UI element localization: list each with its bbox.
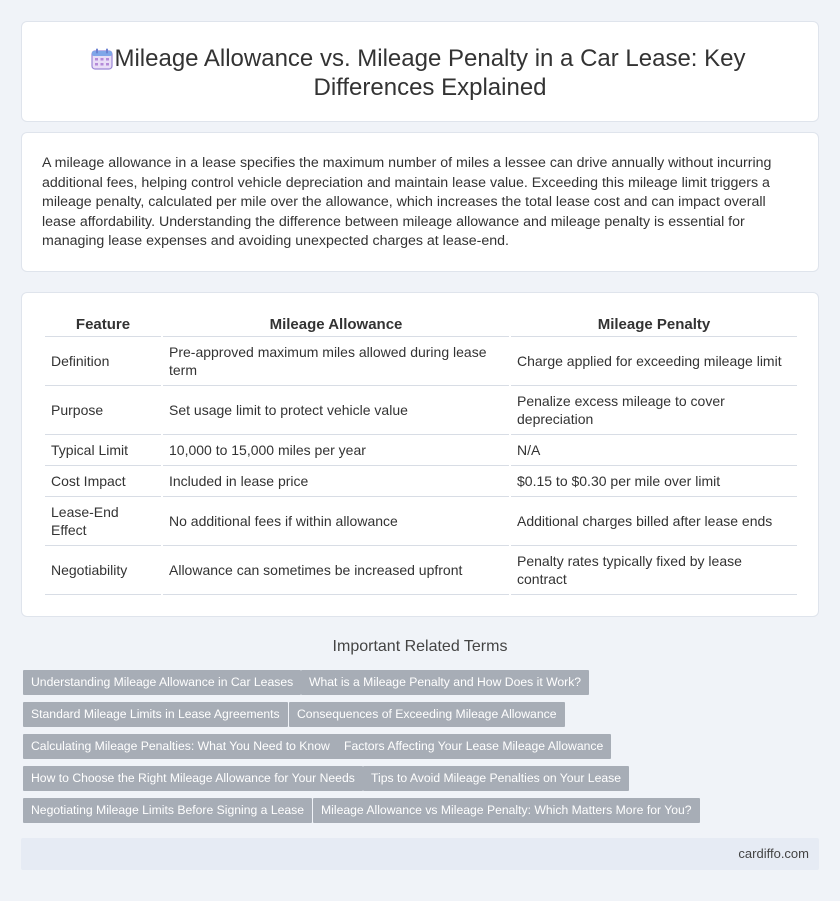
- table-cell: Definition: [45, 337, 161, 386]
- comparison-table-card: [21, 292, 819, 617]
- table-cell: Typical Limit: [45, 435, 161, 466]
- table-row: [45, 435, 797, 466]
- table-cell: No additional fees if within allowance: [163, 497, 509, 546]
- related-term-link[interactable]: Calculating Mileage Penalties: What You Need to Know: [23, 734, 338, 759]
- footer-site-name: cardiffo.com: [738, 846, 809, 861]
- table-cell: Pre-approved maximum miles allowed during lease term: [163, 337, 509, 386]
- related-term-link[interactable]: What is a Mileage Penalty and How Does it Work?: [301, 670, 589, 695]
- related-term-link[interactable]: Factors Affecting Your Lease Mileage Allowance: [336, 734, 611, 759]
- related-term-link[interactable]: Understanding Mileage Allowance in Car Leases: [23, 670, 301, 695]
- table-cell: Charge applied for exceeding mileage limit: [511, 337, 797, 386]
- header-mileage-penalty: Mileage Penalty: [511, 315, 797, 337]
- table-cell: Penalty rates typically fixed by lease contract: [511, 546, 797, 595]
- table-row: [45, 497, 797, 546]
- intro-paragraph: A mileage allowance in a lease specifies the maximum number of miles a lessee can drive annually without incurring additional fees, helping control vehicle depreciation and maintain lease value. Exceeding this mileage limit triggers a mileage penalty, calculated per mile over the allowance, which increases the total lease cost and can impact overall lease affordability. Understanding the difference between mileage allowance and mileage penalty is essential for managing lease expenses and avoiding unexpected charges at lease-end.: [42, 155, 772, 250]
- table-cell: N/A: [511, 435, 797, 466]
- related-term-link[interactable]: How to Choose the Right Mileage Allowance for Your Needs: [23, 766, 363, 791]
- table-row: [45, 386, 797, 435]
- table-cell: 10,000 to 15,000 miles per year: [163, 435, 509, 466]
- header-mileage-allowance: Mileage Allowance: [163, 315, 509, 337]
- comparison-table: [43, 315, 799, 595]
- table-row: [45, 546, 797, 595]
- header-feature: Feature: [45, 315, 161, 337]
- table-cell: Lease-End Effect: [45, 497, 161, 546]
- related-term-link[interactable]: Standard Mileage Limits in Lease Agreements: [23, 702, 288, 727]
- title-card: [21, 21, 819, 122]
- table-header-row: [45, 315, 797, 337]
- table-cell: Additional charges billed after lease ends: [511, 497, 797, 546]
- related-term-link[interactable]: Tips to Avoid Mileage Penalties on Your Lease: [363, 766, 629, 791]
- related-terms-heading: Important Related Terms: [332, 638, 508, 655]
- table-cell: Penalize excess mileage to cover depreciation: [511, 386, 797, 435]
- footer: [21, 838, 819, 870]
- table-cell: Included in lease price: [163, 466, 509, 497]
- table-cell: Set usage limit to protect vehicle value: [163, 386, 509, 435]
- related-term-link[interactable]: Consequences of Exceeding Mileage Allowance: [289, 702, 565, 727]
- table-cell: $0.15 to $0.30 per mile over limit: [511, 466, 797, 497]
- intro-card: [21, 132, 819, 272]
- page-title: Mileage Allowance vs. Mileage Penalty in a Car Lease: Key Differences Explained: [114, 45, 746, 101]
- table-cell: Negotiability: [45, 546, 161, 595]
- table-cell: Cost Impact: [45, 466, 161, 497]
- table-cell: Purpose: [45, 386, 161, 435]
- table-cell: Allowance can sometimes be increased upfront: [163, 546, 509, 595]
- related-term-link[interactable]: Negotiating Mileage Limits Before Signing a Lease: [23, 798, 312, 823]
- table-row: [45, 466, 797, 497]
- related-term-link[interactable]: Mileage Allowance vs Mileage Penalty: Which Matters More for You?: [313, 798, 700, 823]
- table-row: [45, 337, 797, 386]
